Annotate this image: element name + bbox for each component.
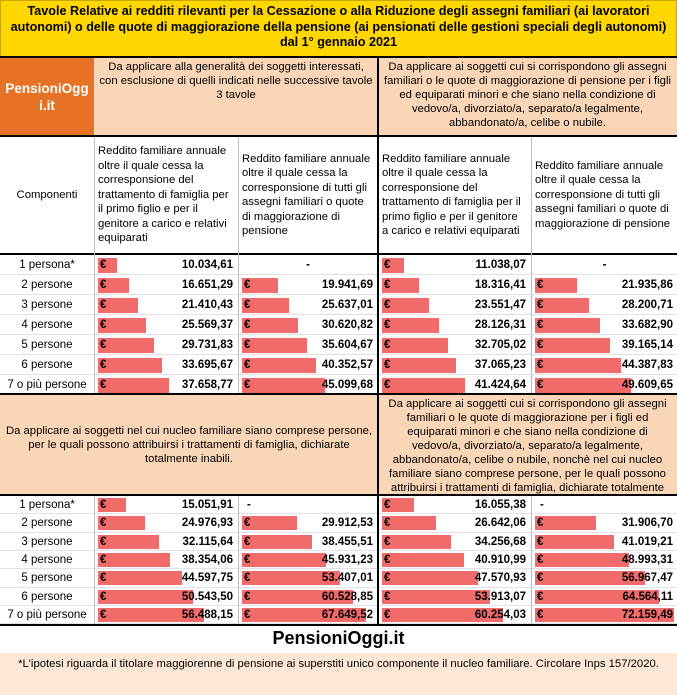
euro-sign: € <box>100 379 107 391</box>
value-cell-c1 <box>95 355 237 375</box>
value-number: 18.316,41 <box>474 279 526 291</box>
col-divider-4 <box>531 496 532 624</box>
value-cell-c4 <box>532 514 677 532</box>
value-cell-c1 <box>95 496 237 514</box>
value-cell-c1 <box>95 255 237 275</box>
row-label: 4 persone <box>21 319 73 331</box>
page-title: Tavole Relative ai redditi rilevanti per la Cessazione o alla Riduzione degli assegni familiari (ai lavoratori autonomi) o delle quote di maggiorazione della pensione (ai pensionati delle gestioni speciali degli autonomi) dal 1° gennaio 2021 <box>0 0 677 57</box>
euro-sign: € <box>244 319 251 331</box>
value-cell-c1 <box>95 569 237 587</box>
value-number: 44.387,83 <box>621 359 673 371</box>
value-bar <box>382 338 448 353</box>
value-cell-c1 <box>95 375 237 395</box>
value-number: 60.254,03 <box>474 608 526 621</box>
euro-sign: € <box>384 535 391 548</box>
value-number: 10.034,61 <box>181 259 233 271</box>
value-cell-c3 <box>379 295 530 315</box>
value-cell-c2 <box>239 355 377 375</box>
value-number: 21.935,86 <box>621 279 673 291</box>
row-label: 7 o più persone <box>7 379 87 391</box>
row-label: 3 persone <box>21 299 73 311</box>
euro-sign: € <box>384 279 391 291</box>
value-cell-c4 <box>532 315 677 335</box>
value-cell-c1 <box>95 606 237 624</box>
value-number: 37.065,23 <box>474 359 526 371</box>
value-cell-c2 <box>239 275 377 295</box>
value-number: 19.941,69 <box>321 279 373 291</box>
euro-sign: € <box>244 359 251 371</box>
value-number: 29.912,53 <box>321 517 373 530</box>
value-cell-c4 <box>532 496 677 514</box>
euro-sign: € <box>100 359 107 371</box>
value-cell-c3 <box>379 533 530 551</box>
section2-right-note: Da applicare ai soggetti cui si corrispondono gli assegni familiari o le quote di maggiorazione per i figli ed equiparati minori e che siano nella condizione di vedovo/a, divorziato/a, separato/a legalmente, abbandonato/a, celibe o nubile, nonchè nel cui nucleo familiare siano comprese persone, per le quali possono attribuirsi i trattamenti di famiglia, dichiarate totalmente <box>378 395 677 494</box>
value-number: 26.642,06 <box>474 517 526 530</box>
euro-sign: € <box>100 339 107 351</box>
value-bar <box>242 378 325 393</box>
row-label: 1 persona* <box>19 499 75 511</box>
value-bar <box>242 553 326 567</box>
value-cell-c3 <box>379 588 530 606</box>
value-bar <box>382 553 464 567</box>
value-cell-c4 <box>532 335 677 355</box>
value-cell-c2 <box>239 335 377 355</box>
value-bar <box>98 378 169 393</box>
value-number: 40.352,57 <box>321 359 373 371</box>
value-cell-c3 <box>379 255 530 275</box>
value-number: 40.910,99 <box>474 553 526 566</box>
value-bar <box>242 358 316 373</box>
col-divider-1 <box>238 137 239 393</box>
value-cell-c3 <box>379 551 530 569</box>
value-bar <box>535 553 629 567</box>
euro-sign: € <box>100 608 107 621</box>
value-cell-c1 <box>95 551 237 569</box>
euro-sign: € <box>384 299 391 311</box>
value-bar <box>382 318 439 333</box>
value-number: 23.551,47 <box>474 299 526 311</box>
value-cell-c4 <box>532 533 677 551</box>
value-number: 64.564,11 <box>622 590 673 603</box>
value-number: 49.609,65 <box>621 379 673 391</box>
value-cell-c4 <box>532 606 677 624</box>
value-cell-c3 <box>379 275 530 295</box>
value-number: 29.731,83 <box>181 339 233 351</box>
value-bar <box>382 378 465 393</box>
value-number: 45.931,23 <box>321 553 373 566</box>
row-label: 7 o più persone <box>7 608 87 621</box>
euro-sign: € <box>537 535 544 548</box>
value-cell-c2 <box>239 295 377 315</box>
value-cell-c2 <box>239 496 377 514</box>
value-cell-c4 <box>532 569 677 587</box>
euro-sign: € <box>384 499 391 511</box>
euro-sign: € <box>384 572 391 585</box>
row-label: 5 persone <box>21 572 73 585</box>
euro-sign: € <box>384 608 391 621</box>
row-label: 6 persone <box>21 590 73 603</box>
value-cell-c3 <box>379 606 530 624</box>
section1-right-note: Da applicare ai soggetti cui si corrispondono gli assegni familiari o le quote di maggiorazione di pensione per i figli ed equiparati minori e che siano nella condizione di vedovo/a, divorziato/a, separato/a legalmente, abbandonato/a, celibe o nubile. <box>378 58 677 135</box>
value-number: 28.126,31 <box>474 319 526 331</box>
euro-sign: € <box>384 379 391 391</box>
value-number: 44.597,75 <box>181 572 233 585</box>
euro-sign: € <box>384 590 391 603</box>
euro-sign: € <box>244 299 251 311</box>
column-header-first-child-single-parent: Reddito familiare annuale oltre il quale cessa la corresponsione del trattamento di famiglia per il primo figlio e per il genitore a carico e relativi equiparati <box>378 137 531 253</box>
euro-sign: € <box>384 517 391 530</box>
value-cell-c3 <box>379 375 530 395</box>
euro-sign: € <box>244 535 251 548</box>
value-bar <box>535 318 600 333</box>
value-bar <box>382 358 456 373</box>
section2-vertical-divider <box>377 393 379 625</box>
euro-sign: € <box>537 319 544 331</box>
value-number: 56.967,47 <box>621 572 673 585</box>
value-cell-c4 <box>532 255 677 275</box>
value-number: 25.637,01 <box>321 299 373 311</box>
euro-sign: € <box>537 553 544 566</box>
euro-sign: € <box>244 590 251 603</box>
value-number: 72.159,49 <box>621 608 673 621</box>
value-bar <box>535 358 621 373</box>
value-cell-c4 <box>532 588 677 606</box>
euro-sign: € <box>244 279 251 291</box>
euro-sign: € <box>100 279 107 291</box>
value-number: 37.658,77 <box>181 379 233 391</box>
value-bar <box>535 535 614 549</box>
footnote: *L'ipotesi riguarda il titolare maggiorenne di pensione ai superstiti unico componente il nucleo familiare. Circolare Inps 157/2020. <box>0 653 677 695</box>
euro-sign: € <box>384 339 391 351</box>
euro-sign: € <box>537 279 544 291</box>
value-number: 11.038,07 <box>475 259 526 271</box>
value-cell-c4 <box>532 355 677 375</box>
value-number: 24.976,93 <box>181 517 233 530</box>
empty-value-dash: - <box>540 499 544 511</box>
column-header-all-allowances: Reddito familiare annuale oltre il quale cessa la corresponsione di tutti gli assegni familiari o quote di maggiorazione di pensione <box>238 137 378 253</box>
column-header-all-allowances-single-parent: Reddito familiare annuale oltre il quale cessa la corresponsione di tutti gli assegni familiari o quote di maggiorazione di pensione <box>531 137 677 253</box>
row-label: 2 persone <box>21 517 73 530</box>
euro-sign: € <box>100 590 107 603</box>
value-cell-c2 <box>239 551 377 569</box>
row-label: 6 persone <box>21 359 73 371</box>
euro-sign: € <box>244 517 251 530</box>
value-bar <box>98 358 162 373</box>
value-number: 39.165,14 <box>621 339 673 351</box>
row-label: 4 persone <box>21 553 73 566</box>
value-number: 35.604,67 <box>321 339 373 351</box>
euro-sign: € <box>100 572 107 585</box>
value-cell-c2 <box>239 255 377 275</box>
section2-left-note: Da applicare ai soggetti nel cui nucleo familiare siano comprese persone, per le quali possono attribuirsi i trattamenti di famiglia, dichiarate totalmente inabili. <box>0 395 378 494</box>
value-cell-c1 <box>95 588 237 606</box>
euro-sign: € <box>100 259 107 271</box>
value-number: 38.455,51 <box>321 535 373 548</box>
euro-sign: € <box>537 608 544 621</box>
value-number: 16.055,38 <box>474 499 526 511</box>
value-number: 41.019,21 <box>621 535 673 548</box>
value-bar <box>535 516 596 530</box>
row-label: 3 persone <box>21 535 73 548</box>
value-bar <box>535 378 631 393</box>
col-divider-2 <box>531 137 532 393</box>
value-cell-c2 <box>239 375 377 395</box>
euro-sign: € <box>384 319 391 331</box>
section1-vertical-divider <box>377 56 379 394</box>
title-divider <box>0 56 677 58</box>
value-number: 53.913,07 <box>474 590 526 603</box>
value-cell-c1 <box>95 315 237 335</box>
value-cell-c2 <box>239 569 377 587</box>
value-number: 30.620,82 <box>321 319 373 331</box>
value-number: 38.354,06 <box>181 553 233 566</box>
value-number: 60.528,85 <box>321 590 373 603</box>
footer-brand: PensioniOggi.it <box>272 628 405 648</box>
value-number: 32.705,02 <box>474 339 526 351</box>
value-bar <box>98 590 193 604</box>
value-number: 15.051,91 <box>181 499 233 511</box>
euro-sign: € <box>100 535 107 548</box>
value-bar <box>382 535 451 549</box>
header-divider <box>0 135 677 137</box>
euro-sign: € <box>100 499 107 511</box>
value-number: 41.424,64 <box>474 379 526 391</box>
value-number: 45.099,68 <box>321 379 373 391</box>
euro-sign: € <box>100 299 107 311</box>
section1-left-note: Da applicare alla generalità dei soggetti interessati, con esclusione di quelli indicati nelle successive tavole 3 tavole <box>94 58 378 135</box>
value-cell-c4 <box>532 551 677 569</box>
euro-sign: € <box>244 572 251 585</box>
value-cell-c4 <box>532 375 677 395</box>
value-bar <box>242 535 312 549</box>
value-number: 33.695,67 <box>181 359 233 371</box>
value-number: 31.906,70 <box>621 517 673 530</box>
euro-sign: € <box>244 339 251 351</box>
section2-top-divider <box>0 393 677 395</box>
value-cell-c2 <box>239 315 377 335</box>
euro-sign: € <box>537 339 544 351</box>
value-bar <box>98 553 170 567</box>
value-cell-c1 <box>95 275 237 295</box>
value-number: 56.488,15 <box>181 608 233 621</box>
value-number: 28.200,71 <box>621 299 673 311</box>
row-label: 2 persone <box>21 279 73 291</box>
rows2-top-divider <box>0 494 677 496</box>
value-bar <box>535 338 610 353</box>
value-number: 32.115,64 <box>182 535 233 548</box>
value-cell-c1 <box>95 295 237 315</box>
value-bar <box>98 571 182 585</box>
value-number: 53.407,01 <box>321 572 373 585</box>
value-cell-c1 <box>95 533 237 551</box>
euro-sign: € <box>537 299 544 311</box>
euro-sign: € <box>244 379 251 391</box>
value-cell-c2 <box>239 606 377 624</box>
value-cell-c3 <box>379 315 530 335</box>
value-cell-c3 <box>379 355 530 375</box>
euro-sign: € <box>100 319 107 331</box>
value-cell-c3 <box>379 569 530 587</box>
components-divider-2 <box>94 496 95 624</box>
euro-sign: € <box>384 259 391 271</box>
euro-sign: € <box>384 553 391 566</box>
euro-sign: € <box>244 553 251 566</box>
value-number: 67.649,52 <box>321 608 373 621</box>
row-label: 1 persona* <box>19 259 75 271</box>
value-number: 50.543,50 <box>181 590 233 603</box>
value-cell-c1 <box>95 335 237 355</box>
euro-sign: € <box>100 553 107 566</box>
euro-sign: € <box>537 572 544 585</box>
value-number: 21.410,43 <box>181 299 233 311</box>
value-bar <box>242 338 307 353</box>
euro-sign: € <box>537 359 544 371</box>
value-number: 34.256,68 <box>474 535 526 548</box>
value-cell-c2 <box>239 588 377 606</box>
value-cell-c3 <box>379 335 530 355</box>
value-number: 25.569,37 <box>181 319 233 331</box>
brand-logo: PensioniOggi.it <box>0 58 94 135</box>
value-cell-c3 <box>379 496 530 514</box>
euro-sign: € <box>100 517 107 530</box>
rows1-top-divider <box>0 253 677 255</box>
euro-sign: € <box>537 379 544 391</box>
euro-sign: € <box>537 590 544 603</box>
empty-value-dash: - <box>306 259 310 271</box>
col-divider-3 <box>238 496 239 624</box>
value-bar <box>382 571 478 585</box>
euro-sign: € <box>244 608 251 621</box>
column-header-components: Componenti <box>0 137 94 253</box>
empty-value-dash: - <box>247 499 251 511</box>
value-cell-c2 <box>239 533 377 551</box>
column-header-first-child: Reddito familiare annuale oltre il quale cessa la corresponsione del trattamento di famiglia per il primo figlio e per il genitore a carico e relativi equiparati <box>94 137 238 253</box>
empty-value-dash: - <box>602 259 607 271</box>
value-number: 16.651,29 <box>181 279 233 291</box>
value-number: 47.570,93 <box>474 572 526 585</box>
value-cell-c4 <box>532 275 677 295</box>
value-cell-c1 <box>95 514 237 532</box>
components-divider-1 <box>94 137 95 393</box>
value-number: 33.682,90 <box>621 319 673 331</box>
value-number: 48.993,31 <box>621 553 673 566</box>
value-cell-c4 <box>532 295 677 315</box>
value-bar <box>98 535 159 549</box>
row-label: 5 persone <box>21 339 73 351</box>
value-cell-c3 <box>379 514 530 532</box>
euro-sign: € <box>537 517 544 530</box>
euro-sign: € <box>384 359 391 371</box>
value-cell-c2 <box>239 514 377 532</box>
